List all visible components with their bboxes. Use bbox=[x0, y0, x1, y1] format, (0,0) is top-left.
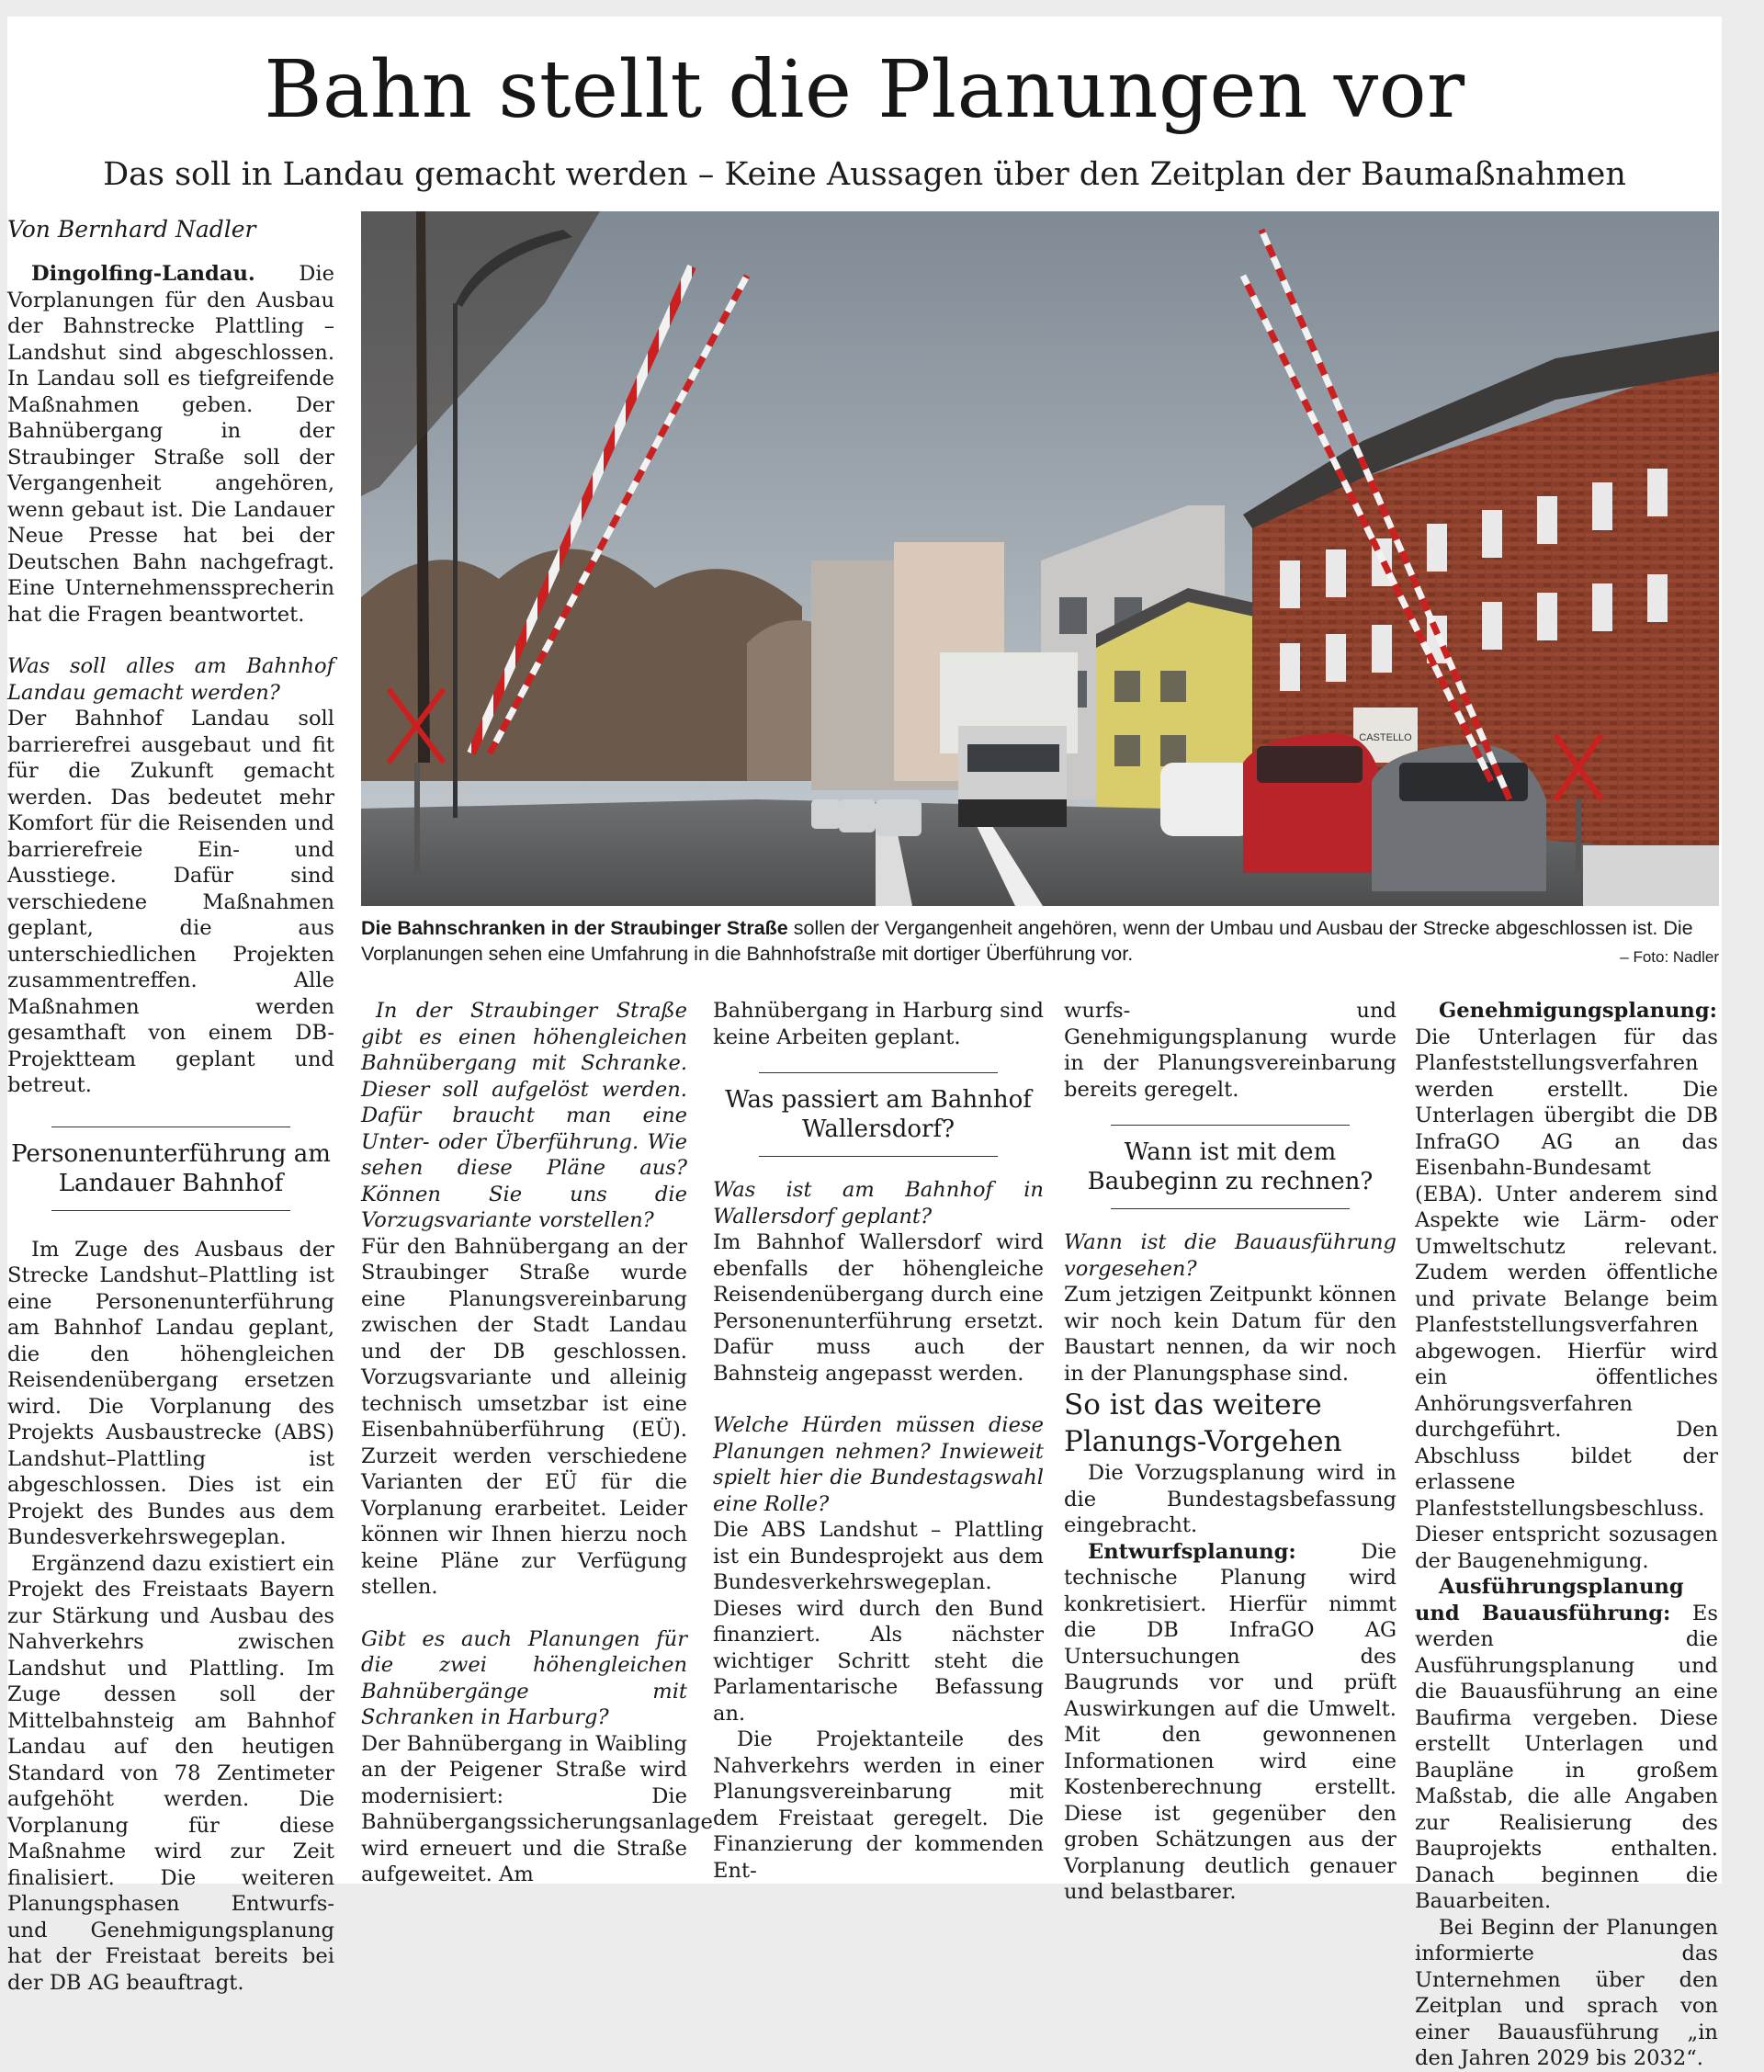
body-paragraph bbox=[1415, 1574, 1718, 1915]
caption-lead: Die Bahnschranken in der Straubinger Straße bbox=[361, 917, 788, 939]
question: In der Straubinger Straße gibt es einen höhengleichen Bahnübergang mit Schranke. Dieser soll aufgelöst werden. Dafür braucht man eine Unter- oder Überführung. Wie sehen diese Pläne aus? Können Sie uns die Vorzugsvariante vorstellen? bbox=[361, 999, 687, 1232]
answer: Die Projektanteile des Nahverkehrs werden in einer Planungsvereinbarung mit dem Freistaat geregelt. Die Finanzierung der kommenden Ent- bbox=[713, 1727, 1044, 1883]
question: Wann ist die Bauausführung vorgesehen? bbox=[1064, 1230, 1396, 1281]
intertitle: Was passiert am Bahnhof Wallersdorf? bbox=[713, 1072, 1044, 1157]
answer: Zum jetzigen Zeitpunkt können wir noch kein Datum für den Baustart nennen, da wir noch in der Planungsphase sind. bbox=[1064, 1283, 1396, 1386]
article-photo bbox=[361, 211, 1719, 906]
answer: wurfs- und Genehmigungsplanung wurde in der Planungsvereinbarung bereits geregelt. bbox=[1064, 999, 1396, 1102]
headline: Bahn stellt die Planungen vor bbox=[264, 44, 1465, 136]
body-paragraph: Im Zuge des Ausbaus der Strecke Landshut–Plattling ist eine Personenunterführung am Bahnhof Landau geplant, die den höhengleichen Reisendenübergang ersetzen wird. Die Vorplanung des Projekts Ausbaustrecke (ABS) Landshut–Plattling ist abgeschlossen. Dies ist ein Projekt des Bundes aus dem Bundesverkehrswegeplan. bbox=[7, 1237, 334, 1549]
answer: Die ABS Landshut – Plattling ist ein Bundesprojekt aus dem Bundesverkehrswegeplan. Dieses wird durch den Bund finanziert. Als nächster wichtiger Schritt steht die Parlamentarische Befassung an. bbox=[713, 1518, 1044, 1726]
shop-sign: CASTELLO bbox=[1359, 732, 1412, 743]
paragraph-lead: Entwurfsplanung: bbox=[1088, 1539, 1296, 1564]
lead-text: Die Vorplanungen für den Ausbau der Bahnstrecke Plattling – Landshut sind abgeschlossen. In Landau soll es tiefgreifende Maßnahmen geben. Der Bahnübergang in der Straubinger Straße soll der Vergangenheit angehören, wenn gebaut ist. Die Landauer Neue Presse hat bei der Deutschen Bahn nachgefragt. Eine Unternehmenssprecherin hat die Fragen beantwortet. bbox=[7, 262, 334, 627]
body-paragraph: Die Vorzugsplanung wird in die Bundestagsbefassung eingebracht. bbox=[1064, 1461, 1396, 1537]
answer: Für den Bahnübergang an der Straubinger Straße wurde eine Planungsvereinbarung zwischen der Stadt Landau und der DB geschlossen. Vorzugsvariante und alleinig technisch umsetzbar ist eine Eisenbahnüberführung (EÜ). Zurzeit werden verschiedene Varianten der EÜ für die Vorplanung erarbeitet. Leider können wir Ihnen hierzu noch keine Pläne zur Verfügung stellen. bbox=[361, 1234, 687, 1599]
dateline: Dingolfing-Landau. bbox=[31, 262, 255, 286]
column-5 bbox=[1415, 998, 1718, 2072]
answer: Der Bahnübergang in Waibling an der Peigener Straße wird modernisiert: Die Bahnübergangssicherungsanlage wird erneuert und die Straße aufgeweitet. Am bbox=[361, 1731, 713, 1886]
body-paragraph bbox=[1415, 998, 1718, 1574]
section-heading: So ist das weitere Planungs-Vorgehen bbox=[1064, 1388, 1342, 1458]
body-paragraph: Bei Beginn der Planungen informierte das Unternehmen über den Zeitplan und sprach von einer Bauausführung „in den Jahren 2029 bis 2032“. bbox=[1415, 1915, 1718, 2070]
lead-paragraph bbox=[7, 261, 334, 628]
column-4 bbox=[1064, 998, 1396, 1906]
question: Gibt es auch Planungen für die zwei höhengleichen Bahnübergänge mit Schranken in Harburg? bbox=[361, 1626, 687, 1729]
paragraph-lead: Ausführungsplanung und Bauausführung: bbox=[1415, 1575, 1684, 1625]
photo-caption bbox=[361, 915, 1719, 967]
intertitle: Personenunterführung am Landauer Bahnhof bbox=[7, 1127, 334, 1211]
paragraph-lead: Genehmigungsplanung: bbox=[1439, 999, 1717, 1023]
question: Welche Hürden müssen diese Planungen nehmen? Inwieweit spielt hier die Bundestagswahl eine Rolle? bbox=[713, 1413, 1044, 1516]
byline: Von Bernhard Nadler bbox=[7, 216, 256, 243]
paragraph-text: Es werden die Ausführungsplanung und die Bauausführung an eine Baufirma vergeben. Diese erstellt Unterlagen und Baupläne in großem Maßstab, die alle Angaben zur Realisierung des Bauprojekts enthalten. Danach beginnen die Bauarbeiten. bbox=[1415, 1601, 1718, 1913]
paragraph-text: Die Unterlagen für das Planfeststellungsverfahren werden erstellt. Die Unterlagen übergibt die DB InfraGO AG an das Eisenbahn-Bundesamt (EBA). Unter anderem sind Aspekte wie Lärm- oder Umweltschutz relevant. Zudem werden öffentliche und private Belange beim Planfeststellungsverfahren abgewogen. Hierfür wird ein öffentliches Anhörungsverfahren durchgeführt. Den Abschluss bildet der erlassene Planfeststellungsbeschluss. Dieser entspricht sozusagen der Baugenehmigung. bbox=[1415, 1025, 1718, 1573]
column-1 bbox=[7, 261, 334, 1996]
answer: Im Bahnhof Wallersdorf wird ebenfalls der höhengleiche Reisendenübergang durch eine Personenunterführung ersetzt. Dafür muss auch der Bahnsteig angepasst werden. bbox=[713, 1230, 1044, 1386]
street-scene-image bbox=[361, 211, 1719, 906]
subheadline: Das soll in Landau gemacht werden – Keine Aussagen über den Zeitplan der Baumaßnahmen bbox=[103, 156, 1626, 193]
question: Was ist am Bahnhof in Wallersdorf geplant? bbox=[713, 1178, 1044, 1228]
intertitle: Wann ist mit dem Baubeginn zu rechnen? bbox=[1064, 1125, 1396, 1209]
body-paragraph: Ergänzend dazu existiert ein Projekt des Freistaats Bayern zur Stärkung und Ausbau des Nahverkehrs zwischen Landshut und Plattling. Im Zuge dessen soll der Mittelbahnsteig am Bahnhof Landau auf den heutigen Standard von 78 Zentimeter aufgehöht werden. Die Vorplanung für diese Maßnahme wird zur Zeit finalisiert. Die weiteren Planungsphasen Entwurfs- und Genehmigungsplanung hat der Freistaat bereits bei der DB AG beauftragt. bbox=[7, 1551, 334, 1995]
answer: Der Bahnhof Landau soll barrierefrei ausgebaut und fit für die Zukunft gemacht werden. Das bedeutet mehr Komfort für die Reisenden und barrierefreie Ein- und Ausstiege. Dafür sind verschiedene Maßnahmen geplant, die aus unterschiedlichen Projekten zusammentreffen. Alle Maßnahmen werden gesamthaft von einem DB-Projektteam geplant und betreut. bbox=[7, 707, 334, 1097]
column-2 bbox=[361, 998, 713, 1888]
newspaper-page bbox=[7, 17, 1722, 2070]
question: Was soll alles am Bahnhof Landau gemacht werden? bbox=[7, 654, 334, 705]
paragraph-text: Die technische Planung wird konkretisiert. Hierfür nimmt die DB InfraGO AG Untersuchungen des Baugrunds vor und prüft Auswirkungen auf die Umwelt. Mit den gewonnenen Informationen wird eine Kostenberechnung erstellt. Diese ist gegenüber den groben Schätzungen aus der Vorplanung deutlich genauer und belastbarer. bbox=[1064, 1539, 1396, 1904]
answer: Bahnübergang in Harburg sind keine Arbeiten geplant. bbox=[713, 999, 1044, 1049]
photo-credit: – Foto: Nadler bbox=[1620, 948, 1719, 966]
caption-text: sollen der Vergangenheit angehören, wenn der Umbau und Ausbau der Strecke abgeschlossen ist. Die Vorplanungen sehen eine Umfahrung in die Bahnhofstraße mit dortiger Überführung vor. bbox=[361, 917, 1693, 965]
body-paragraph bbox=[1064, 1539, 1396, 1906]
column-3 bbox=[713, 998, 1044, 1884]
